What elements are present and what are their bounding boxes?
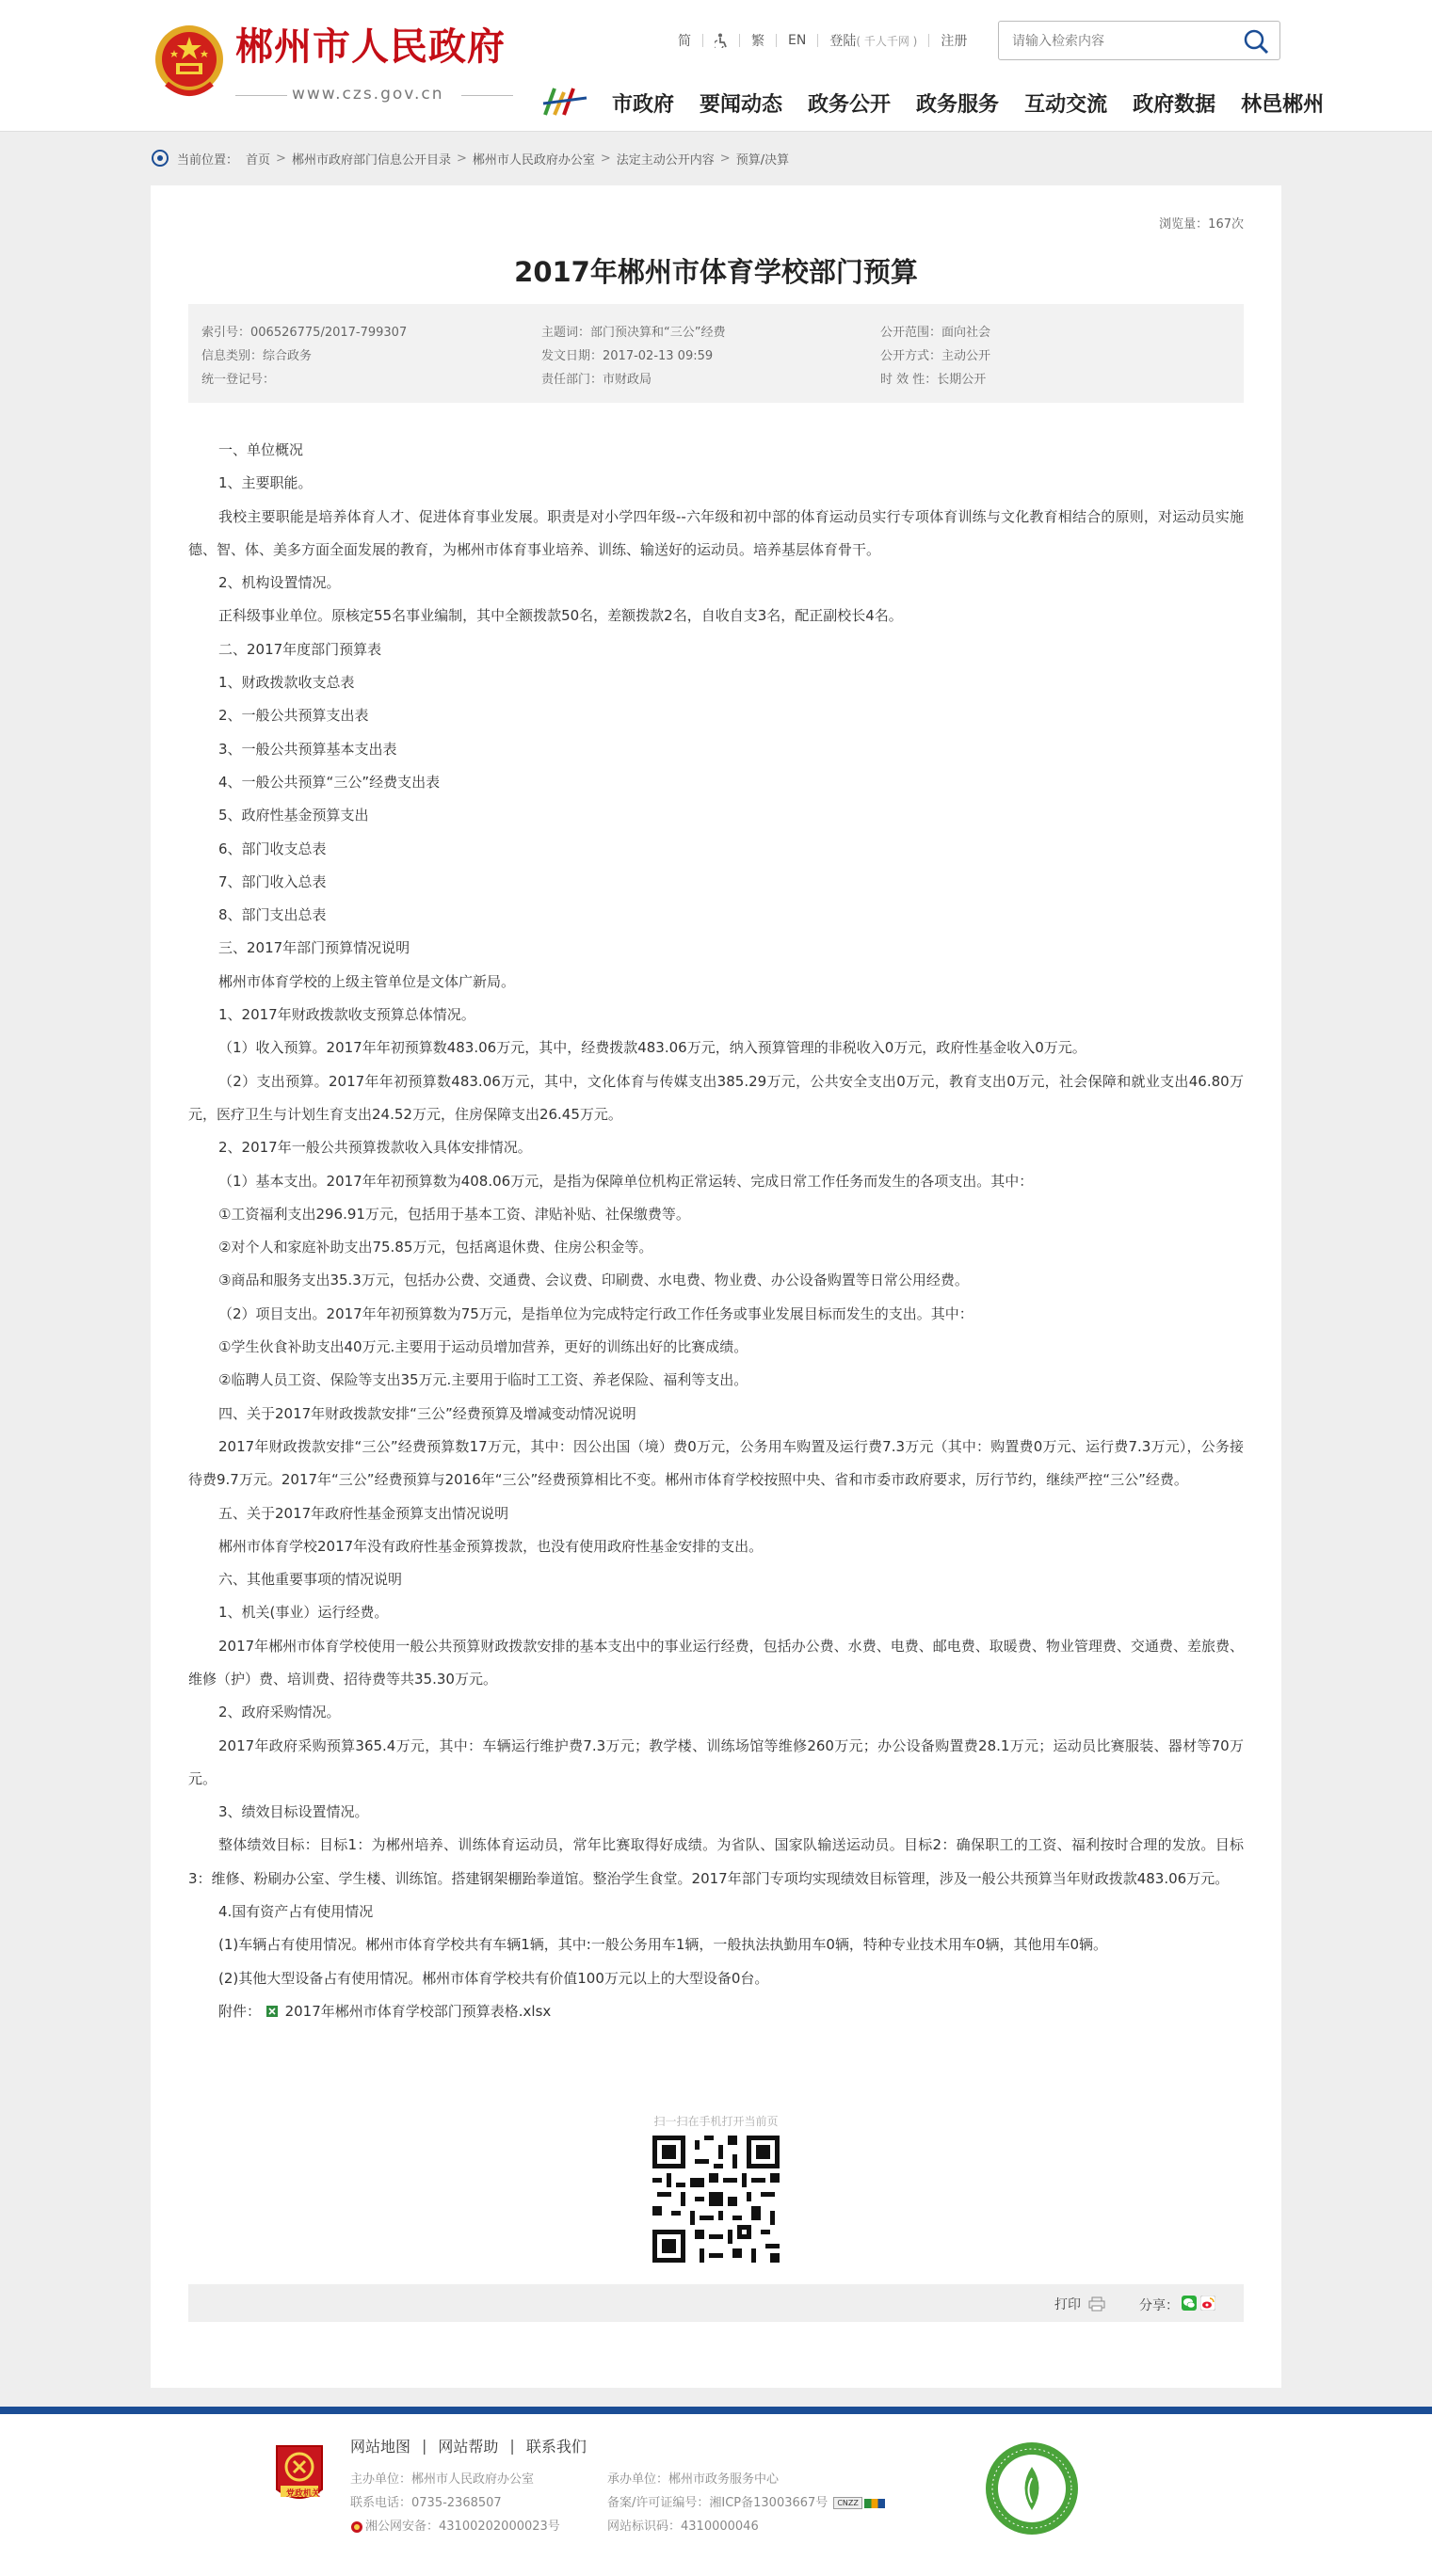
breadcrumb-item[interactable]: 郴州市政府部门信息公开目录	[291, 152, 451, 168]
breadcrumb-separator: >	[719, 151, 731, 166]
divider: |	[422, 2437, 427, 2455]
divider	[235, 95, 287, 96]
article-actions-bar	[188, 2284, 1244, 2322]
meta-dept: 责任部门：市财政局	[541, 373, 652, 387]
footer-link-sitemap[interactable]: 网站地图	[350, 2438, 411, 2456]
paragraph: 2、一般公共预算支出表	[218, 707, 369, 725]
wechat-share-icon[interactable]	[1182, 2296, 1197, 2311]
site-header	[0, 0, 1432, 132]
paragraph: 2、政府采购情况。	[218, 1704, 341, 1721]
footer-links	[350, 2435, 587, 2456]
nav-item-news[interactable]: 要闻动态	[700, 93, 783, 117]
login-note: ( 千人千网 )	[856, 34, 918, 48]
paragraph: 三、2017年部门预算情况说明	[218, 939, 410, 957]
paragraph: ③商品和服务支出35.3万元，包括办公费、交通费、会议费、印刷费、水电费、物业费、办公设备购置等日常公用经费。	[218, 1272, 969, 1289]
paragraph: 四、关于2017年财政拨款安排“三公”经费预算及增减变动情况说明	[218, 1404, 636, 1422]
paragraph: （2）项目支出。2017年年初预算数为75万元，是指单位为完成特定行政工作任务或事业发展目标而发生的支出。其中：	[218, 1304, 973, 1322]
party-gov-badge[interactable]	[273, 2442, 326, 2508]
paragraph: 我校主要职能是培养体育人才、促进体育事业发展。职责是对小学四年级--六年级和初中部的体育运动员实行专项体育训练与文化教育相结合的原则，对运动员实施德、智、体、美多方面全面发展的教育，为郴州市体育事业培养、训练、输送好的运动员。培养基层体育骨干。	[188, 507, 1244, 558]
qr-caption: 扫一扫在手机打开当前页	[653, 2115, 779, 2128]
paragraph: 正科级事业单位。原核定55名事业编制，其中全额拨款50名，差额拨款2名，自收自支3名，配正副校长4名。	[218, 607, 903, 625]
search-box	[998, 21, 1280, 60]
paragraph: 5、政府性基金预算支出	[218, 807, 369, 824]
excel-file-icon	[265, 2005, 279, 2018]
location-icon	[151, 149, 169, 168]
paragraph: 1、机关(事业）运行经费。	[218, 1604, 389, 1622]
print-button[interactable]	[1054, 2295, 1105, 2313]
footer-info-right	[607, 2468, 885, 2538]
civilized-website-seal-icon	[984, 2440, 1080, 2536]
footer-divider	[0, 2407, 1432, 2414]
paragraph: （1）基本支出。2017年年初预算数为408.06万元，是指为保障单位机构正常运转、完成日常工作任务而发生的各项支出。其中：	[218, 1172, 1034, 1190]
divider	[928, 34, 929, 47]
footer-site-code: 网站标识码：4310000046	[607, 2520, 759, 2534]
nav-item-gov-data[interactable]: 政府数据	[1133, 93, 1216, 117]
site-footer	[0, 2414, 1432, 2576]
share-label: 分享：	[1139, 2298, 1179, 2313]
cnzz-badge[interactable]	[833, 2497, 862, 2509]
paragraph: 二、2017年度部门预算表	[218, 640, 382, 658]
party-gov-badge-text: 党政机关	[286, 2489, 321, 2499]
divider: |	[509, 2437, 515, 2455]
meta-date: 发文日期：2017-02-13 09:59	[541, 349, 714, 363]
site-title[interactable]: 郴州市人民政府	[235, 25, 506, 69]
breadcrumb-item[interactable]: 首页	[246, 152, 271, 168]
paragraph: ①工资福利支出296.91万元，包括用于基本工资、津贴补贴、社保缴费等。	[218, 1205, 690, 1223]
divider	[702, 34, 703, 47]
paragraph: （2）支出预算。2017年年初预算数483.06万元，其中，文化体育与传媒支出385.29万元，公共安全支出0万元，教育支出0万元，社会保障和就业支出46.80万元，医疗卫生与计划生育支出24.52万元，住房保障支出26.45万元。	[188, 1072, 1244, 1123]
police-badge-icon	[350, 2520, 363, 2534]
footer-phone: 联系电话：0735-2368507	[350, 2496, 502, 2510]
paragraph: (1)车辆占有使用情况。郴州市体育学校共有车辆1辆，其中:一般公务用车1辆，一般执法执勤用车0辆，特种专业技术用车0辆，其他用车0辆。	[218, 1936, 1108, 1954]
nav-item-gov-affairs-public[interactable]: 政务公开	[808, 93, 892, 117]
breadcrumb-label: 当前位置：	[177, 152, 239, 168]
divider	[739, 34, 740, 47]
paragraph: 六、其他重要事项的情况说明	[218, 1571, 403, 1589]
view-count: 浏览量：167次	[1159, 217, 1244, 232]
paragraph: 2017年郴州市体育学校使用一般公共预算财政拨款安排的基本支出中的事业运行经费，包括办公费、水费、电费、邮电费、取暖费、物业管理费、交通费、差旅费、维修（护）费、培训费、招待费等共35.30万元。	[188, 1637, 1244, 1688]
meta-scope: 公开范围：面向社会	[880, 326, 991, 340]
paragraph: 郴州市体育学校的上级主管单位是文体广新局。	[218, 972, 516, 990]
breadcrumb-item[interactable]: 预算/决算	[735, 152, 790, 168]
top-utility-links	[678, 30, 967, 51]
footer-sponsor: 主办单位：郴州市人民政府办公室	[350, 2472, 535, 2487]
nav-item-city-government[interactable]: 市政府	[612, 93, 675, 117]
print-label: 打印	[1054, 2297, 1081, 2312]
printer-icon	[1088, 2296, 1105, 2312]
footer-link-help[interactable]: 网站帮助	[438, 2438, 499, 2456]
paragraph: 2、2017年一般公共预算拨款收入具体安排情况。	[218, 1139, 532, 1157]
paragraph: 3、一般公共预算基本支出表	[218, 740, 397, 758]
article-body	[188, 434, 1244, 2028]
breadcrumb	[151, 149, 789, 168]
accessibility-icon	[715, 33, 728, 48]
paragraph: 一、单位概况	[218, 441, 304, 458]
paragraph: 2、机构设置情况。	[218, 574, 341, 592]
footer-link-contact[interactable]: 联系我们	[525, 2438, 587, 2456]
breadcrumb-separator: >	[276, 151, 286, 166]
meta-validity: 时 效 性：长期公开	[880, 373, 987, 387]
footer-organizer: 承办单位：郴州市政务服务中心	[607, 2472, 780, 2487]
site-url: www.czs.gov.cn	[292, 85, 444, 104]
simplified-chinese-link[interactable]: 简	[678, 34, 691, 49]
divider	[776, 34, 777, 47]
footer-info-left	[350, 2468, 560, 2538]
paragraph: 1、主要职能。	[218, 474, 313, 492]
paragraph: 6、部门收支总表	[218, 840, 327, 857]
divider	[817, 34, 818, 47]
footer-icp-text: 备案/许可证编号：湘ICP备13003667号	[607, 2496, 829, 2510]
main-nav	[612, 88, 1349, 118]
cnzz-badge-text: CNZZ	[837, 2499, 859, 2507]
article-title: 2017年郴州市体育学校部门预算	[514, 256, 918, 288]
paragraph: 2017年政府采购预算365.4万元，其中：车辆运行维护费7.3万元；教学楼、训练场馆等维修260万元；办公设备购置费28.1万元；运动员比赛服装、器材等70万元。	[188, 1736, 1244, 1787]
breadcrumb-separator: >	[600, 151, 611, 166]
meta-category: 信息类别：综合政务	[201, 349, 313, 363]
paragraph: （1）收入预算。2017年年初预算数483.06万元，其中，经费拨款483.06万元，纳入预算管理的非税收入0万元，政府性基金收入0万元。	[218, 1039, 1086, 1057]
breadcrumb-item[interactable]: 郴州市人民政府办公室	[472, 152, 595, 168]
footer-police-record[interactable]	[350, 2515, 560, 2538]
national-emblem-logo[interactable]	[153, 22, 225, 103]
stats-badge-icon[interactable]	[864, 2499, 885, 2508]
paragraph: 4、一般公共预算“三公”经费支出表	[218, 773, 441, 791]
attachment-label: 附件：	[218, 2002, 262, 2020]
paragraph: 8、部门支出总表	[218, 906, 327, 924]
paragraph: 3、绩效目标设置情况。	[218, 1803, 369, 1821]
search-input[interactable]	[1012, 31, 1229, 52]
divider	[461, 95, 513, 96]
breadcrumb-item[interactable]: 法定主动公开内容	[616, 152, 715, 168]
paragraph: 整体绩效目标：目标1：为郴州培养、训练体育运动员，常年比赛取得好成绩。为省队、国家队输送运动员。目标2：确保职工的工资、福利按时合理的发放。目标3：维修、粉刷办公室、学生楼、训练馆。搭建钢架棚跆拳道馆。整治学生食堂。2017年部门专项均实现绩效目标管理，涉及一般公共预算当年财政拨款483.06万元。	[188, 1836, 1244, 1887]
paragraph: 1、财政拨款收支总表	[218, 674, 355, 692]
qr-code-icon	[652, 2136, 780, 2263]
footer-police-text: 湘公网安备：43100202000023号	[365, 2520, 560, 2534]
traditional-chinese-link[interactable]: 繁	[751, 34, 764, 49]
login-link[interactable]: 登陆	[829, 34, 857, 49]
english-link[interactable]: EN	[788, 33, 807, 48]
attachment-row	[188, 1995, 1244, 2028]
paragraph: ②对个人和家庭补助支出75.85万元，包括离退休费、住房公积金等。	[218, 1239, 653, 1256]
attachment-link[interactable]: 2017年郴州市体育学校部门预算表格.xlsx	[284, 2002, 552, 2020]
meta-subject: 主题词：部门预决算和“三公”经费	[541, 326, 726, 340]
nav-item-linyi-chenzhou[interactable]: 林邑郴州	[1241, 93, 1325, 117]
meta-reg-no: 统一登记号：	[201, 373, 276, 387]
register-link[interactable]: 注册	[941, 34, 968, 49]
paragraph: (2)其他大型设备占有使用情况。郴州市体育学校共有价值100万元以上的大型设备0台。	[218, 1969, 769, 1987]
accessibility-link[interactable]	[715, 33, 728, 48]
paragraph: 1、2017年财政拨款收支预算总体情况。	[218, 1006, 475, 1024]
search-icon[interactable]	[1242, 27, 1270, 56]
paragraph: 郴州市体育学校2017年没有政府性基金预算拨款，也没有使用政府性基金安排的支出。	[218, 1537, 764, 1555]
meta-mode: 公开方式：主动公开	[880, 349, 991, 363]
nav-item-gov-services[interactable]: 政务服务	[916, 93, 1000, 117]
weibo-share-icon[interactable]	[1200, 2296, 1215, 2311]
paragraph: 2017年财政拨款安排“三公”经费预算数17万元，其中：因公出国（境）费0万元，公务用车购置及运行费7.3万元（其中：购置费0万元、运行费7.3万元），公务接待费9.7万元。2017年“三公”经费预算与2016年“三公”经费预算相比不变。郴州市体育学校按照中央、省和市委市政府要求，厉行节约，继续严控“三公”经费。	[188, 1437, 1244, 1489]
meta-index-no: 索引号：006526775/2017-799307	[201, 326, 408, 340]
nav-decoration-icon	[541, 83, 588, 120]
article-panel	[151, 185, 1281, 2388]
paragraph: ②临聘人员工资、保险等支出35万元.主要用于临时工工资、养老保险、福利等支出。	[218, 1371, 748, 1389]
paragraph: 4.国有资产占有使用情况	[218, 1903, 374, 1921]
paragraph: ①学生伙食补助支出40万元.主要用于运动员增加营养，更好的训练出好的比赛成绩。	[218, 1338, 748, 1356]
paragraph: 五、关于2017年政府性基金预算支出情况说明	[218, 1504, 509, 1522]
paragraph: 7、部门收入总表	[218, 872, 327, 890]
breadcrumb-separator: >	[456, 151, 467, 166]
nav-item-interaction[interactable]: 互动交流	[1024, 93, 1108, 117]
article-meta	[188, 304, 1244, 403]
footer-icp[interactable]	[607, 2491, 885, 2515]
civilized-website-seal[interactable]	[984, 2440, 1080, 2536]
